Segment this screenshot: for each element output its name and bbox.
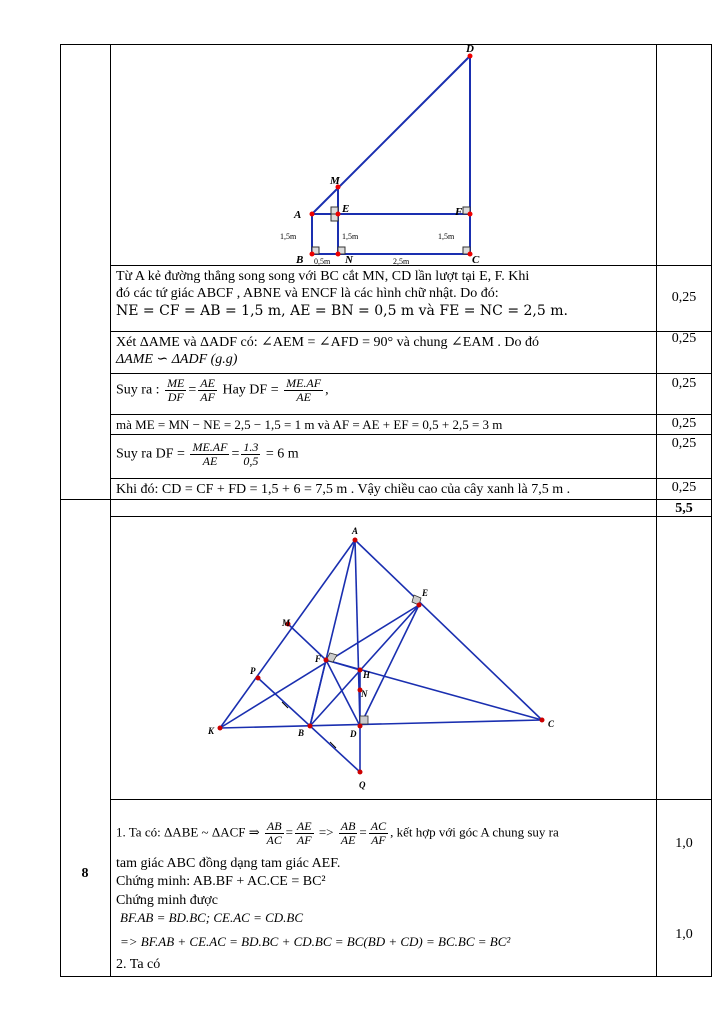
- score: 0,25: [671, 290, 697, 305]
- q7-paragraph-5: Suy ra DF = $\frac{ME.AF}{AE}$ = $\frac{1.3}{0,5}$ = 6 m: [116, 440, 299, 468]
- label-A: A: [352, 526, 359, 536]
- row-line: [110, 478, 712, 479]
- score: 0,25: [671, 416, 697, 431]
- dim-bn: 0,5m: [314, 257, 331, 266]
- row-line: [60, 499, 712, 500]
- score: 0,25: [671, 480, 697, 495]
- score: 0,25: [671, 376, 697, 391]
- row-line: [110, 373, 712, 374]
- score: 1,0: [675, 927, 693, 942]
- row-line: [110, 799, 712, 800]
- triangle-geometry-figure: [200, 520, 570, 795]
- label-N: N: [345, 254, 353, 266]
- label-F: F: [455, 206, 463, 218]
- dim-nc: 2,5m: [393, 257, 410, 266]
- q8-line: tam giác ABC đồng dạng tam giác AEF.: [116, 856, 341, 871]
- row-line: [110, 414, 712, 415]
- q8-line: Chứng minh: AB.BF + AC.CE = BC²: [116, 874, 326, 889]
- row-line: [110, 434, 712, 435]
- q8-line: => BF.AB + CE.AC = BD.BC + CD.BC = BC(BD + CD) = BC.BC = BC²: [120, 934, 511, 949]
- q7-paragraph-4: mà ME = MN − NE = 2,5 − 1,5 = 1 m và AF = AE + EF = 0,5 + 2,5 = 3 m: [116, 417, 503, 432]
- dim-fc: 1,5m: [438, 232, 455, 241]
- row-line: [110, 516, 712, 517]
- dim-en: 1,5m: [342, 232, 359, 241]
- label-A: A: [294, 209, 302, 221]
- q7-paragraph-2: Xét ΔAME và ΔADF có: ∠AEM = ∠AFD = 90° và chung ∠EAM . Do đó ΔAME ∽ ΔADF (g.g): [116, 335, 540, 367]
- label-M: M: [282, 618, 291, 628]
- score: 0,25: [671, 331, 697, 346]
- label-Q: Q: [359, 780, 366, 790]
- q7-paragraph-3: Suy ra : $\frac{ME}{DF}$ = $\frac{AE}{AF}$ Hay DF = $\frac{ME.AF}{AE}$ ,: [116, 376, 329, 404]
- label-C: C: [472, 254, 480, 266]
- label-K: K: [208, 726, 215, 736]
- label-H: H: [363, 670, 371, 680]
- label-P: P: [250, 666, 256, 676]
- q8-line: Chứng minh được: [116, 893, 218, 908]
- label-C: C: [548, 719, 555, 729]
- q8-line: BF.AB = BD.BC; CE.AC = CD.BC: [120, 910, 304, 925]
- col-divider-1: [110, 45, 111, 976]
- label-B: B: [296, 254, 304, 266]
- label-F: F: [315, 654, 322, 664]
- label-E: E: [422, 588, 429, 598]
- dim-ab: 1,5m: [280, 232, 297, 241]
- label-D: D: [466, 44, 474, 55]
- label-B: B: [298, 728, 305, 738]
- question-number: 8: [81, 866, 89, 881]
- score: 1,0: [675, 836, 693, 851]
- label-N: N: [361, 689, 368, 699]
- q8-part-1: 1. Ta có: ΔABE ~ ΔACF ⇒ $\frac{AB}{AC}$ = $\frac{AE}{AF}$ => $\frac{AB}{AE}$ = $\frac{AC}{AF}$ , kết hợp với góc A chung suy ra: [116, 819, 559, 847]
- row-line: [110, 331, 712, 332]
- label-M: M: [330, 175, 340, 187]
- q7-paragraph-6: Khi đó: CD = CF + FD = 1,5 + 6 = 7,5 m . Vậy chiều cao của cây xanh là 7,5 m .: [116, 482, 571, 497]
- label-D: D: [350, 729, 357, 739]
- q7-paragraph-1: Từ A kẻ đường thẳng song song với BC cắt MN, CD lần lượt tại E, F. Khi đó các tứ giác ABCF , ABNE và ENCF là các hình chữ nhật. Do đó: NE = CF = AB = 1,5 m, AE = BN = 0,5 m và FE = NC = 2,5 m.: [116, 269, 568, 319]
- label-E: E: [342, 203, 350, 215]
- score: 0,25: [671, 436, 697, 451]
- total-score: 5,5: [675, 501, 693, 516]
- q8-line: 2. Ta có: [116, 957, 161, 972]
- tree-height-figure: [270, 44, 490, 266]
